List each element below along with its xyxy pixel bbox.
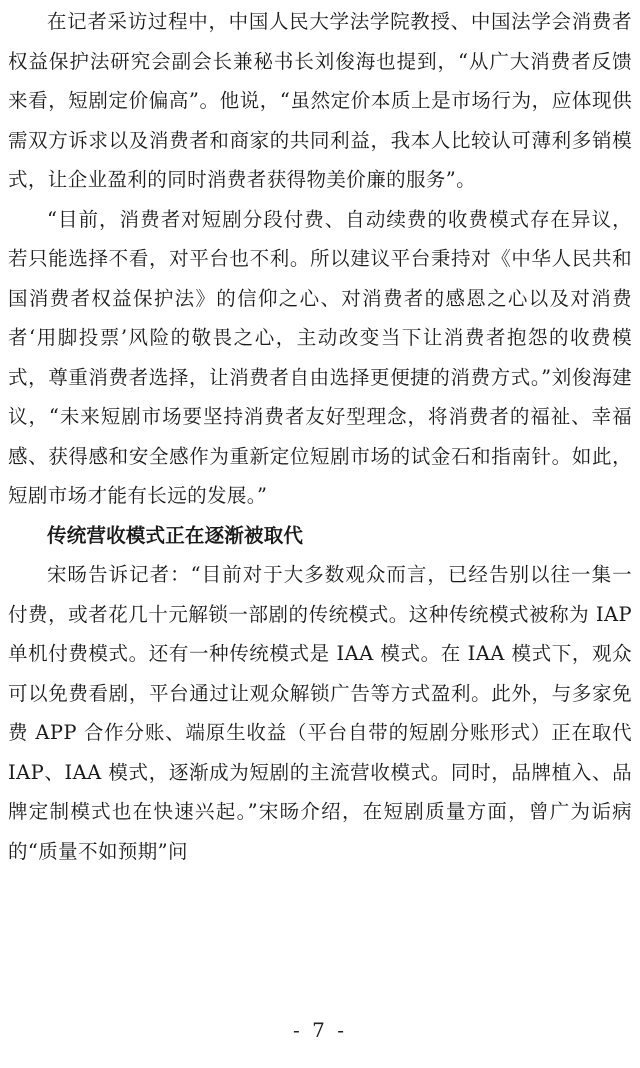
paragraph-liu-junhai-pricing: 在记者采访过程中，中国人民大学法学院教授、中国法学会消费者权益保护法研究会副会长兼秘书长刘俊海也提到，“从广大消费者反馈来看，短剧定价偏高”。他说，“虽然定价本质上是市场行为，应体现供需双方诉求以及消费者和商家的共同利益，我本人比较认可薄利多销模式，让企业盈利的同时消费者获得物美价廉的服务”。: [8, 10, 632, 191]
body-text: [8, 2, 632, 871]
paragraph-song-yang-revenue: 宋旸告诉记者：“目前对于大多数观众而言，已经告别以往一集一付费，或者花几十元解锁一部剧的传统模式。这种传统模式被称为 IAP 单机付费模式。还有一种传统模式是 IAA 模式。在 IAA 模式下，观众可以免费看剧，平台通过让观众解锁广告等方式盈利。此外，与多家免费 APP 合作分账、端原生收益（平台自带的短剧分账形式）正在取代 IAP、IAA 模式，逐渐成为短剧的主流营收模式。同时，品牌植入、品牌定制模式也在快速兴起。”宋旸介绍，在短剧质量方面，曾广为诟病的“质量不如预期”问: [8, 563, 632, 863]
page-number: - 7 -: [293, 1018, 347, 1042]
section-heading: 传统营收模式正在逐渐被取代: [47, 523, 304, 547]
paragraph-liu-junhai-suggestion: “目前，消费者对短剧分段付费、自动续费的收费模式存在异议，若只能选择不看，对平台也不利。所以建议平台秉持对《中华人民共和国消费者权益保护法》的信仰之心、对消费者的感恩之心以及对消费者‘用脚投票’风险的敬畏之心，主动改变当下让消费者抱怨的收费模式，尊重消费者选择，让消费者自由选择更便捷的消费方式。”刘俊海建议，“未来短剧市场要坚持消费者友好型理念，将消费者的福祉、幸福感、获得感和安全感作为重新定位短剧市场的试金石和指南针。如此，短剧市场才能有长远的发展。”: [8, 207, 632, 507]
